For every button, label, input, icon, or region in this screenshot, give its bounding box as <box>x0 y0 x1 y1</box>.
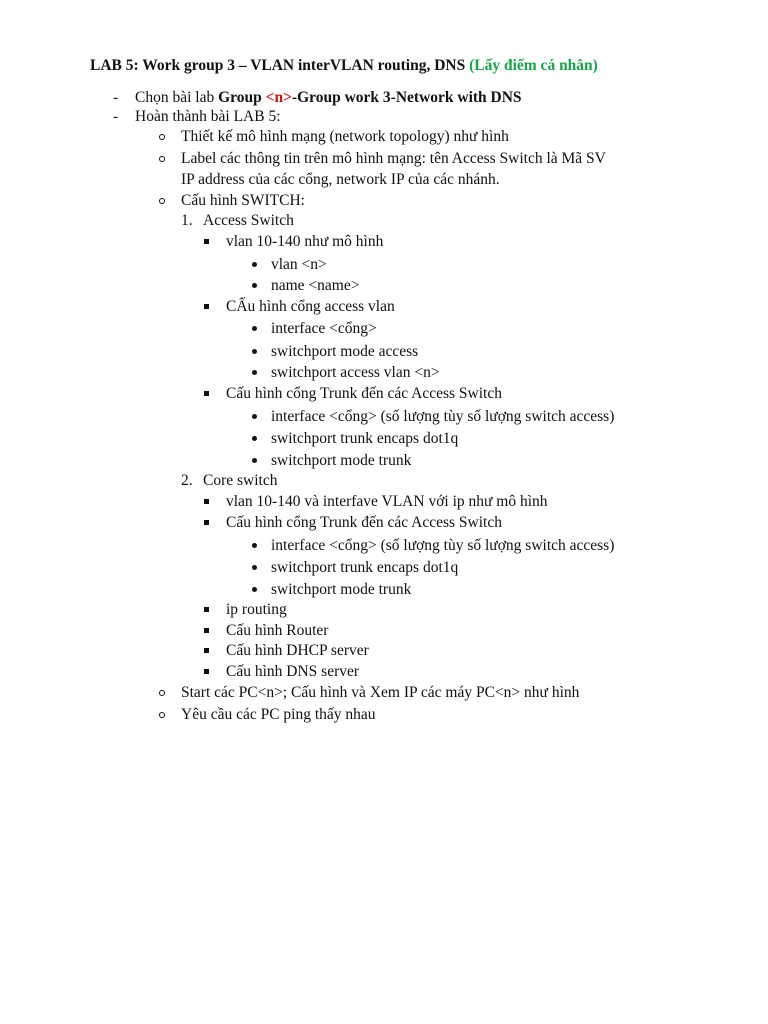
dash-marker: - <box>113 89 119 106</box>
circle-bullet-icon <box>159 134 165 140</box>
square-bullet-icon <box>204 391 209 396</box>
task-complete: Hoàn thành bài LAB 5: <box>135 108 281 125</box>
lab-title <box>90 56 598 76</box>
circle-bullet-icon <box>159 198 165 204</box>
core-ip-routing: ip routing <box>226 601 287 618</box>
lab-title-accent: (Lấy điểm cá nhân) <box>469 57 598 74</box>
core-dhcp: Cấu hình DHCP server <box>226 642 369 659</box>
access-switch-number: 1. <box>181 212 193 229</box>
access-mode-trunk-cmd: switchport mode trunk <box>271 452 412 469</box>
access-vlan-heading: vlan 10-140 như mô hình <box>226 233 384 250</box>
dot-bullet-icon <box>252 414 257 419</box>
square-bullet-icon <box>204 304 209 309</box>
square-bullet-icon <box>204 648 209 653</box>
dot-bullet-icon <box>252 587 257 592</box>
core-encaps-cmd: switchport trunk encaps dot1q <box>271 559 459 576</box>
core-vlan-heading: vlan 10-140 và interfave VLAN với ip như mô hình <box>226 493 548 510</box>
dot-bullet-icon <box>252 436 257 441</box>
step-label-line1: Label các thông tin trên mô hình mạng: tên Access Switch là Mã SV <box>181 150 606 167</box>
dot-bullet-icon <box>252 370 257 375</box>
core-dns: Cấu hình DNS server <box>226 663 360 680</box>
step-switch-config: Cấu hình SWITCH: <box>181 192 305 209</box>
core-router: Cấu hình Router <box>226 622 329 639</box>
dot-bullet-icon <box>252 262 257 267</box>
dot-bullet-icon <box>252 283 257 288</box>
step-label-line2: IP address của các cổng, network IP của các nhánh. <box>181 171 500 188</box>
task-choose-n: <n> <box>265 89 292 106</box>
access-vlan-assign-cmd: switchport access vlan <n> <box>271 364 440 381</box>
task-choose-suffix: -Group work 3-Network with DNS <box>291 89 522 106</box>
circle-bullet-icon <box>159 156 165 162</box>
step-ping: Yêu cầu các PC ping thấy nhau <box>181 706 376 723</box>
square-bullet-icon <box>204 499 209 504</box>
access-name-cmd: name <name> <box>271 277 360 294</box>
core-mode-trunk-cmd: switchport mode trunk <box>271 581 412 598</box>
access-trunk-heading: Cấu hình cổng Trunk đến các Access Switch <box>226 385 502 402</box>
access-mode-cmd: switchport mode access <box>271 343 419 360</box>
access-switch-heading: Access Switch <box>203 212 294 229</box>
dot-bullet-icon <box>252 543 257 548</box>
access-encaps-cmd: switchport trunk encaps dot1q <box>271 430 459 447</box>
circle-bullet-icon <box>159 712 165 718</box>
square-bullet-icon <box>204 628 209 633</box>
core-switch-heading: Core switch <box>203 472 278 489</box>
core-trunk-heading: Cấu hình cổng Trunk đến các Access Switch <box>226 514 502 531</box>
step-design: Thiết kế mô hình mạng (network topology) như hình <box>181 128 509 145</box>
task-choose-group: Group <box>218 89 266 106</box>
lab-title-main: LAB 5: Work group 3 – VLAN interVLAN routing, DNS <box>90 57 466 74</box>
step-start-pcs: Start các PC<n>; Cấu hình và Xem IP các máy PC<n> như hình <box>181 684 580 701</box>
square-bullet-icon <box>204 669 209 674</box>
dot-bullet-icon <box>252 565 257 570</box>
access-interface-cmd: interface <cổng> <box>271 320 377 337</box>
dot-bullet-icon <box>252 458 257 463</box>
dash-marker: - <box>113 108 119 125</box>
access-port-heading: CẤu hình cổng access vlan <box>226 298 395 315</box>
dot-bullet-icon <box>252 349 257 354</box>
dot-bullet-icon <box>252 326 257 331</box>
task-choose-prefix: Chọn bài lab <box>135 89 219 106</box>
core-trunk-interface-cmd: interface <cổng> (số lượng tùy số lượng switch access) <box>271 537 615 554</box>
square-bullet-icon <box>204 607 209 612</box>
access-vlan-cmd: vlan <n> <box>271 256 327 273</box>
task-choose-lab <box>135 88 522 108</box>
access-trunk-interface-cmd: interface <cổng> (số lượng tùy số lượng switch access) <box>271 408 615 425</box>
square-bullet-icon <box>204 239 209 244</box>
core-switch-number: 2. <box>181 472 193 489</box>
circle-bullet-icon <box>159 690 165 696</box>
square-bullet-icon <box>204 520 209 525</box>
